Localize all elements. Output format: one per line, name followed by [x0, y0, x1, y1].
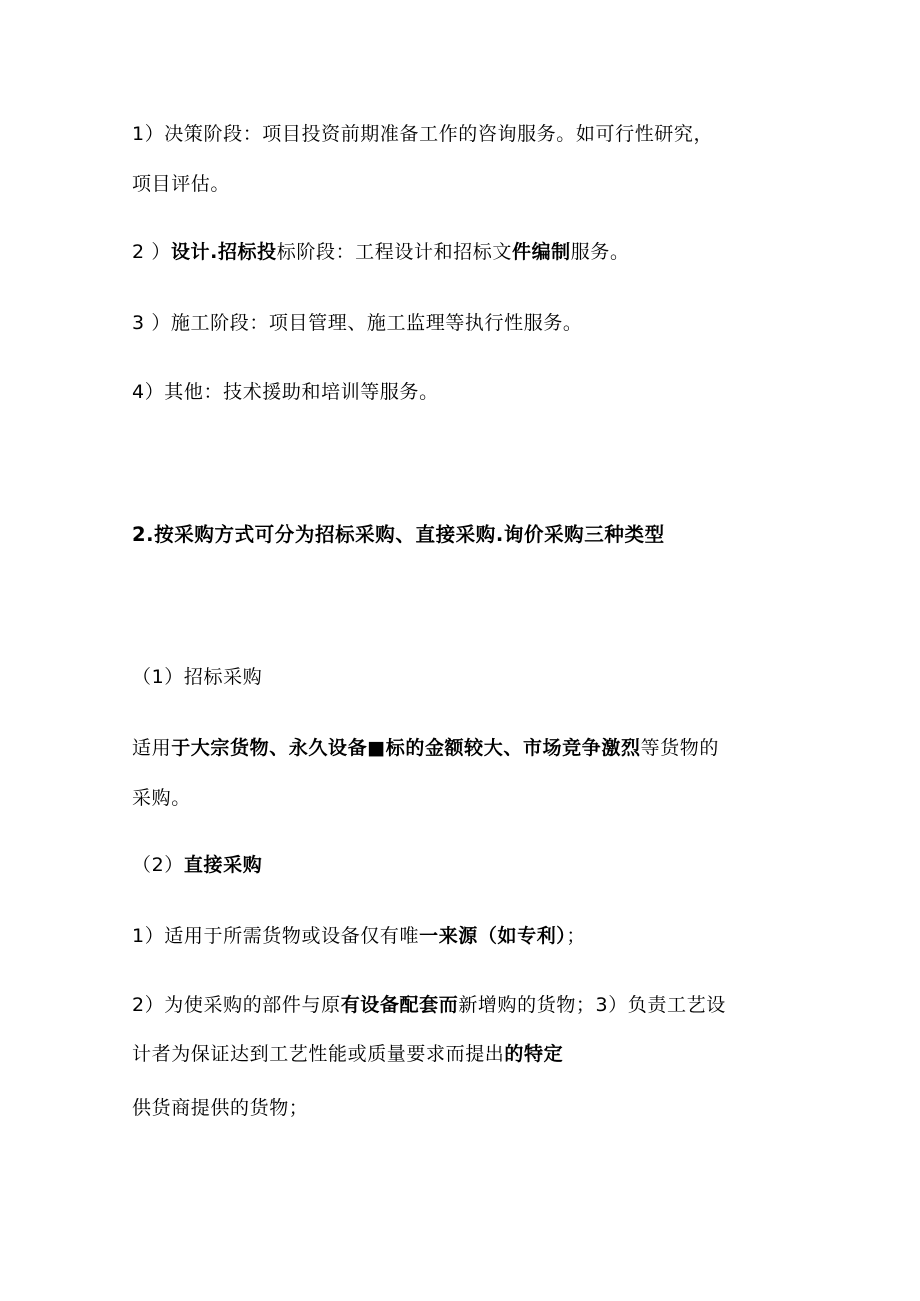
text-direct-num: （2） [132, 854, 184, 876]
paragraph-bidding-applicable [132, 736, 719, 760]
text-direct-1-start: 1）适用于所需货物或设备仅有唯 [132, 925, 420, 947]
paragraph-decision-stage-cont [132, 172, 230, 196]
text-direct-2-end: 新增购的货物；3）负责工艺设 [458, 994, 726, 1016]
text-applicable-cont: 采购。 [132, 787, 191, 809]
text-design-mid: 标阶段：工程设计和招标文 [276, 241, 512, 263]
paragraph-direct-item-2 [132, 993, 726, 1017]
paragraph-decision-stage [132, 122, 713, 146]
text-direct-title: 直接采购 [183, 854, 263, 876]
paragraph-direct-item-2-cont [132, 1042, 563, 1066]
text-other: 4）其他：技术援助和培训等服务。 [132, 381, 439, 403]
text-direct-1-end: ； [566, 925, 587, 947]
text-construction-stage: 3 ）施工阶段：项目管理、施工监理等执行性服务。 [132, 312, 583, 334]
paragraph-bidding-applicable-cont [132, 786, 191, 810]
text-decision-stage-cont: 项目评估。 [132, 173, 231, 195]
text-decision-stage: 1）决策阶段：项目投资前期准备工作的咨询服务。如可行性研究， [132, 123, 714, 145]
text-design-end: 服务。 [570, 241, 630, 263]
paragraph-direct-item-3 [132, 1096, 308, 1120]
subheading-direct-procurement [132, 853, 262, 877]
subheading-bidding-procurement [132, 665, 262, 689]
section-heading [132, 523, 665, 547]
text-design-bold: 设计.招标投 [170, 241, 277, 263]
text-design-bold-2: 件编制 [511, 241, 571, 263]
text-applicable-start: 适用 [132, 737, 172, 759]
text-bidding-procurement: （1）招标采购 [132, 666, 263, 688]
text-direct-2-start: 2）为使采购的部件与原 [132, 994, 341, 1016]
text-applicable-bold: 于大宗货物、永久设备■标的金额较大、市场竞争激烈 [171, 737, 641, 759]
text-direct-3: 供货商提供的货物； [132, 1097, 309, 1119]
paragraph-construction-stage [132, 311, 583, 335]
paragraph-design-bidding-stage [132, 240, 630, 264]
text-design-num: 2 ） [132, 241, 171, 263]
text-applicable-end: 等货物的 [640, 737, 719, 759]
text-direct-1-bold: 一来源（如专利） [419, 925, 567, 947]
text-section-heading: 2.按采购方式可分为招标采购、直接采购.询价采购三种类型 [132, 523, 665, 546]
paragraph-direct-item-1 [132, 924, 586, 948]
text-direct-2-bold: 有设备配套而 [340, 994, 459, 1016]
text-direct-2-cont-bold: 的特定 [504, 1043, 564, 1065]
text-direct-2-cont: 计者为保证达到工艺性能或质量要求而提出 [132, 1043, 505, 1065]
paragraph-other [132, 380, 439, 404]
